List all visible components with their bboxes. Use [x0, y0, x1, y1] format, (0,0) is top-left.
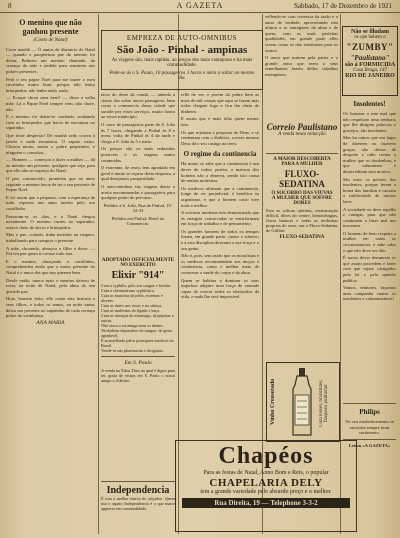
ad-route: São João - Pinhal - ampinas: [116, 44, 248, 56]
column-5-bottom: [343, 400, 396, 534]
ad-line: Casa Braga, 147: [352, 68, 388, 73]
paragraph: Certa manhã — Ó annos de distancia de Natal — quando o paupérrimo pae do menino foi deitar, Belmiro um menino chamado, da creança da mãe e pedida para reunirem nos pobres presentes.: [6, 46, 95, 74]
list-item: Cura o rheumatismo syphilitico.: [101, 288, 155, 293]
paragraph: relle de ver, e porém do pobre bem as mais de mil cousas que aqui se fazem mas todas chegam logo e fica tão cheia de dinheiro.: [181, 92, 259, 114]
ad-subhead-2: A MULHER QUE SOFFRE DORES: [271, 196, 333, 206]
paragraph: A venda no Edou Theo na qual é digno para ter, gosta de visitas em S. Paulo o nosso amigo o Adelino.: [101, 368, 175, 383]
fluxo-sedatina-advertisement: [266, 150, 338, 310]
divider: [343, 403, 396, 404]
article-subtitle: (Conto de Natal): [33, 38, 68, 43]
paragraph: Os grandes homens de todos os tempos foram, em grande parte, castos e sobrios; e a esta disciplina deveram a sua força e o seu genio.: [181, 228, 259, 251]
paragraph: Passaram-se os dias, e o Natal chegou novamente. O menino correu ao sapatinho: estava cheio de doces e brinquedos.: [6, 213, 95, 230]
list-item: Cura a syphilis, pelo seu sangue e feridas.: [101, 283, 172, 288]
omnibus-advertisement: [101, 30, 263, 90]
paragraph: São estes os peiores dos insolentes, porque ferem a honra das familias e causam a infelicidade de muitos lares.: [343, 176, 396, 204]
ad-title: Chapéos: [218, 443, 314, 469]
paragraph: A sciencia moderna tem demonstrado que as energias conservadas se transformam em força de trabalho e de pensamento.: [181, 210, 259, 227]
ad-line: são á FORMICIDA: [344, 62, 396, 68]
ad-schedule: Pede-se ás o S. Paulo, 10 passageiros 3 horas e meia a voltar ao mesmo dia.: [109, 71, 255, 81]
chapelaria-dely-advertisement: [175, 440, 357, 532]
list-item: Cura as dores nos ossos e na cabeça.: [101, 303, 163, 308]
column-1: [6, 14, 95, 534]
paragraph: Que triste despertar! De manhã cedo correu à janela e nada encontrou. O sapato vazio. Chorou muito, muito o pobre pequenino, e ninguém o consolou.: [6, 132, 95, 155]
ad-address: Rua Direita, 19 — Telephone 3-3-2: [182, 498, 350, 508]
independencia-advertisement: [101, 478, 175, 511]
ad-brand: FLUXO-SEDATINA: [279, 169, 325, 189]
ad-line: os que bebem o: [354, 35, 386, 40]
masthead: A GAZETA: [176, 1, 224, 10]
paragraph: Pedidos a S. João, Rua de Pinhal, 15-32-33: [103, 202, 173, 214]
ad-footer: FLUXO-SEDATINA: [279, 235, 325, 240]
ad-company-name: EMPREZA DE AUTO-OMNIBUS: [126, 34, 238, 42]
paragraph: E assim que é mais feliz quem menos tem.: [181, 116, 259, 127]
section-heading: Em S. Paulo: [124, 360, 152, 366]
list-item: Cura as doenças do estomago, dyspepsias e outras.: [101, 313, 174, 323]
article-signature: ANA MARIA: [36, 319, 65, 326]
column-3: [181, 92, 259, 436]
paragraph: No seu estabelecimento se encontra sempre bom sortimento.: [345, 419, 394, 436]
ad-line: "Paulistano": [350, 54, 390, 62]
paragraph: Os homens a este mal que não respeitam uma senhora, que lhe dirigem palavras e gracejos, são insolentes.: [343, 111, 396, 133]
list-item: Cura as manchas da pelle, eczemas e ulceras.: [101, 293, 163, 303]
paragraph: Pedidos em Pinhal: Hotel do Commercio.: [111, 215, 165, 227]
footer-note: Leiam «A GAZETA»: [348, 442, 391, 448]
elixir-title: Elixir "914": [111, 270, 165, 281]
paragraph: O auto-omnibus faz viagem diaria e aceita encommendas e passageiros para qualquer ponto do percurso.: [101, 183, 175, 201]
ad-line: RIO DE JANEIRO: [345, 73, 395, 79]
bottle-icon: [289, 367, 315, 437]
ad-headline: A MAIOR DESCOBERTA: [273, 157, 331, 162]
correio-title: Correio Paulistano: [266, 122, 338, 132]
paragraph: Não é, pois, sem razão que os moralistas e os medicos recommendam aos moços a continencia, como o melhor meio de conservar a saude do corpo e da alma.: [181, 253, 259, 276]
paragraph: E o menino, abraçando o cavallinho, comprehendeu então que o maior presente do Natal é o amor dos que nos querem bem.: [6, 258, 95, 275]
paragraph: vellendo-se com conversa da razão e o amor de verdade, aproveitando esta ultima a se entreguem da alma e de quem, com as mais perfeitas qualidades, em grande parte elles vivem como se não existissem para os outros.: [265, 14, 338, 53]
paragraph: O estreante, de resto, tem agradado em geral e muito se espera desta empreza, a qual desejamos prosperidade.: [101, 165, 175, 182]
divider: [343, 439, 396, 440]
divider: [101, 481, 175, 482]
ad-line: Não se illudam: [350, 29, 389, 35]
paragraph: E o menino foi deitar-se confiado, sonhando com os brinquedos que havia de encontrar no sapatinho.: [6, 114, 95, 131]
ad-subhead: O SOCORRO DAS VIUVAS: [271, 191, 333, 196]
list-item: É aconselhado pelos principaes medicos do Brasil.: [101, 338, 174, 348]
paragraph: Desde então, nunca mais o menino deixou de rezar, na noite de Natal, pela alma do seu querido pae.: [6, 277, 95, 294]
ad-headline-2: PARA A MULHER: [281, 162, 323, 167]
ad-brand: CHAPELARIA DELY: [209, 477, 323, 489]
divider: [266, 153, 338, 154]
paragraph: Mas ha outros que em lugar de dizerem ou fazerem graças, são cheios de despeito e odio contra a mulher que os desdenhou, e que calumniam e desacreditam sem motivo.: [343, 135, 396, 174]
ad-body: Para as colicas uterinas, menstruação difficil, dôres do ventre, hemorrhagias, flores brancas e todas as molestias proprias do sexo, use o Fluxo-Sedatina, de Giffoni.: [266, 208, 338, 233]
elixir-adopted-label: ADOPTADO OFFICIALMENTE NO EXERCITO: [101, 258, 175, 268]
article-title: O menino que não ganhou presente: [19, 18, 82, 36]
paragraph: Os medicos afirmam que a continencia, longe de ser prejudicial, é benéfica ao organismo, e que o homem casto vive mais e melhor.: [181, 185, 259, 208]
paragraph: tacto do deste da caindo — attenda a classe dos sobre aterro passageiro, bem como o commercio dessa cidade que sacode por esses serviços, muito honra ao nosso municipio.: [101, 92, 175, 120]
paragraph: Pedi ó seu papae Noel para me trazer o meu cavalinho muito bom, porque não tenho brinquedos; não tenho nada, nada.: [6, 76, 95, 93]
paragraph: — Homem — começou a dizer a mulher — dá ao menino um presente, qualquer que seja, para que elle não se esqueça do Natal.: [6, 157, 95, 174]
list-item: Verdadeiro depurativo do sangue, de gosto agradavel.: [101, 328, 173, 338]
page-number: 8: [8, 2, 12, 10]
paragraph: O carro de passageiros parte de S. João ás 7 horas, chegando a Pinhal ás 8 e meia; volta de Pinhal ás 4 da tarde e chega a S. João ás 5 e meia.: [101, 121, 175, 144]
column-2: [101, 92, 175, 256]
list-item: Cura as molestias do figado e baço.: [101, 308, 161, 313]
divider: [101, 356, 175, 357]
ad-brand: "ZUMBY": [346, 42, 394, 52]
zumby-advertisement: [342, 26, 398, 96]
paragraph: — Porque chora meu bem? — disse a velha mãe. Lá o Papae Noel sempre vem; não chore, não.: [6, 95, 95, 112]
paragraph: Os preços são os mais reduzidos possiveis e as viagens muito commodas.: [101, 146, 175, 163]
indep-title: Independencia: [106, 485, 170, 496]
paragraph: Ha muito se sabe que a continencia é um dever de todos; porém, a maioria dos homens não a observa, sendo isto causa de muitas molestias.: [181, 161, 259, 184]
ad-tagline: Para as festas de Natal, Anno Bom e Reis, o popular: [203, 470, 329, 476]
paragraph: Hoje, homem feito, elle conta esta historia a seus filhos, e todos os annos, na noite santa, deixa um presente no sapatinho de cada creança pobre da vizinhança.: [6, 296, 95, 319]
article-title: O regime da continencia: [183, 150, 257, 159]
paragraph: O pae, commovido, prometeu que no anno seguinte o menino havia de ter o seu presente de Papae Noel.: [6, 176, 95, 193]
elixir-list: [101, 283, 175, 353]
indep-text: É esta a melhor marca de calçados. Quem usa o sapato Independencia é o que maior apprecia em commodidade.: [101, 496, 175, 511]
correio-subtitle: A venda nesta redacção: [278, 132, 326, 137]
article-title: Insolentes!: [353, 100, 386, 108]
paragraph: Quem se habitua a dominar os seus impulsos adquire uma força de vontade capaz de vencer todos os obstaculos da vida, e nada lhe será impossivel.: [181, 277, 259, 300]
paragraph: O homem de bem respeita a mulher em todas as circumstancias, e sabe calar o que não deve ser dito.: [343, 230, 396, 253]
page-header: [0, 0, 400, 13]
paragraph: Mas o pae, coitado, tinha morrido na vespera, trabalhando para comprar o presente.: [6, 232, 95, 243]
paragraph: Os que rejeitam a proposta de Deus, e se contentam com o dinheiro, a esses mesmo Deus dá o seu castigo na terra.: [181, 129, 259, 146]
paragraph: A sociedade os deve repellir e castigar, para que não continuem a fazer mal aos inocentes.: [343, 206, 396, 229]
vinho-creosotado-advertisement: [266, 362, 340, 442]
philips-title: Philips: [359, 408, 380, 416]
correio-paulistano-notice: [266, 120, 338, 146]
paragraph: E foi assim que o pequeno, com a esperança de tudo, esperou um anno inteiro pelo seu cavallinho.: [6, 194, 95, 212]
paragraph: A mãe, chorando, abraçou o filho e disse: — Foi teu pae quem te trouxe tudo isto.: [6, 245, 95, 257]
elixir-advertisement: [101, 258, 175, 383]
ad-description: tem a grande variedade pelo absurdo preço e o melhor.: [200, 489, 332, 495]
paragraph: Vamos, senhores, façamos uma campanha contra os insolentes e calumniadores!: [343, 285, 396, 302]
list-item: Vende-se nas pharmacias e drogarias.: [101, 348, 164, 353]
ad-description: As viagens são, mais rapidas, ao preços dos mais vantajosos e ha mais commodidade.: [111, 58, 253, 68]
paragraph: O amor que nutrem pela patria e o grande amor que teem a seus semelhantes fazem delles cidadãos exemplares.: [265, 55, 338, 77]
bottle-side-text: Cura tosses, bronchites, fraqueza pulmonar: [319, 379, 329, 427]
column-rule: [98, 14, 99, 534]
column-5: [343, 96, 396, 396]
list-item: Não ataca o estomago nem os dentes.: [101, 323, 164, 328]
bottle-label: Vinho Creosotado: [270, 378, 276, 426]
issue-date: Sabbado, 17 de Dezembro de 1921: [294, 2, 392, 10]
paragraph: É nosso dever denunciar os que assim procedem e fazer com que sejam castigados pela lei e pela opinião publica.: [343, 255, 396, 283]
